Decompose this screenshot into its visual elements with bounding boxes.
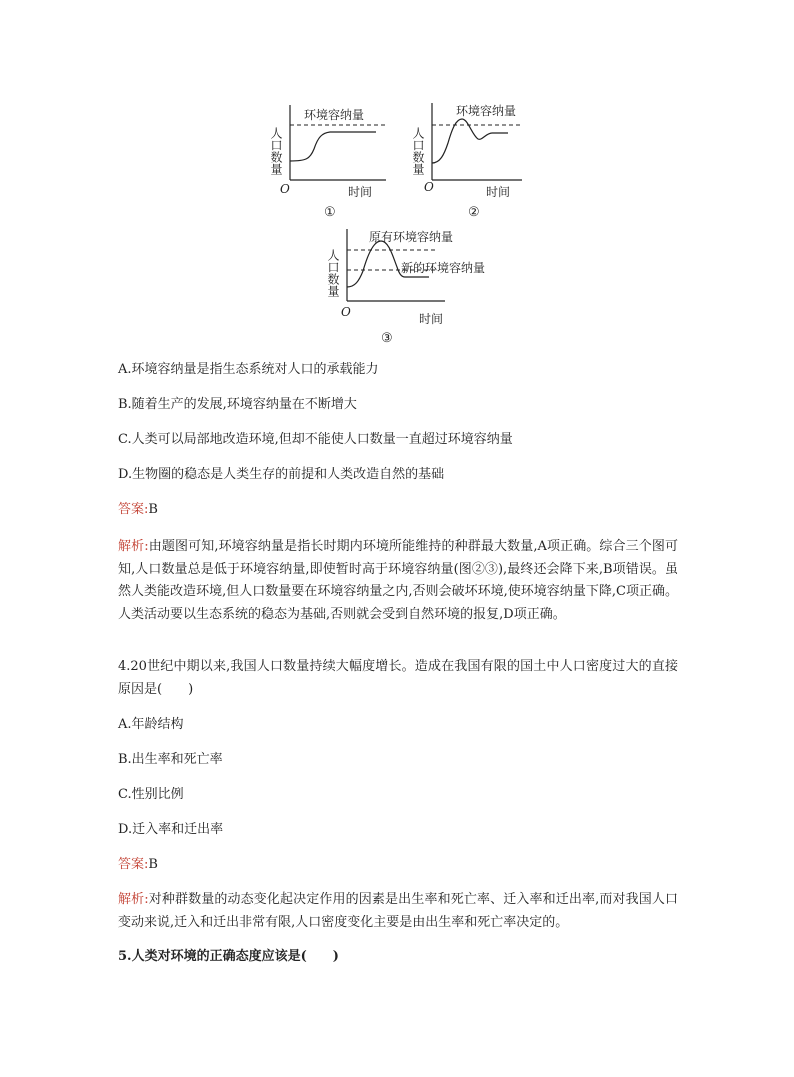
q4-answer bbox=[118, 854, 158, 876]
q4-option-b: B.出生率和死亡率 bbox=[118, 752, 223, 767]
answer-label: 答案: bbox=[118, 857, 149, 872]
analysis-label: 解析: bbox=[118, 892, 149, 907]
answer-value: B bbox=[148, 502, 158, 517]
analysis-text: 对种群数量的动态变化起决定作用的因素是出生率和死亡率、迁入率和迁出率,而对我国人口变动来说,迁入和迁出非常有限,人口密度变化主要是由出生率和死亡率决定的。 bbox=[118, 892, 678, 930]
y-axis-label: 人口数量 bbox=[269, 127, 283, 175]
figure-1 bbox=[268, 95, 388, 220]
y-axis-label: 人口数量 bbox=[411, 127, 425, 175]
q3-option-b: B.随着生产的发展,环境容纳量在不断增大 bbox=[118, 397, 357, 412]
figure-caption: ③ bbox=[381, 331, 393, 346]
capacity-label: 环境容纳量 bbox=[456, 104, 517, 118]
x-axis-label: 时间 bbox=[419, 312, 444, 326]
q4-option-a: A.年龄结构 bbox=[118, 717, 184, 732]
figure-2 bbox=[410, 95, 530, 220]
x-axis-label: 时间 bbox=[486, 185, 511, 199]
q3-analysis bbox=[118, 536, 678, 626]
q4-option-d: D.迁入率和迁出率 bbox=[118, 822, 224, 837]
analysis-text: 由题图可知,环境容纳量是指长时期内环境所能维持的种群最大数量,A项正确。综合三个图可知,人口数量总是低于环境容纳量,即使暂时高于环境容纳量(图②③),最终还会降下来,B项错误。虽然人类能改造环境,但人口数量要在环境容纳量之内,否则会破坏环境,使环境容纳量下降,C项正确。人类活动要以生态系统的稳态为基础,否则就会受到自然环境的报复,D项正确。 bbox=[118, 539, 679, 622]
q4-option-c: C.性别比例 bbox=[118, 787, 184, 802]
answer-label: 答案: bbox=[118, 502, 149, 517]
figure-3 bbox=[325, 223, 510, 348]
capacity-label: 环境容纳量 bbox=[304, 108, 365, 122]
population-curve bbox=[432, 119, 508, 163]
figure-caption: ① bbox=[324, 205, 336, 220]
q3-answer bbox=[118, 499, 158, 521]
analysis-label: 解析: bbox=[118, 539, 149, 554]
x-axis-label: 时间 bbox=[348, 185, 373, 199]
q3-option-a: A.环境容纳量是指生态系统对人口的承载能力 bbox=[118, 362, 379, 377]
origin-label: O bbox=[341, 305, 351, 319]
origin-label: O bbox=[280, 182, 290, 196]
new-capacity-label: 新的环境容纳量 bbox=[401, 261, 486, 275]
population-curve bbox=[290, 132, 376, 161]
q4-analysis bbox=[118, 889, 678, 934]
old-capacity-label: 原有环境容纳量 bbox=[369, 230, 454, 244]
answer-value: B bbox=[148, 857, 158, 872]
q3-option-c: C.人类可以局部地改造环境,但却不能使人口数量一直超过环境容纳量 bbox=[118, 432, 513, 447]
q5-stem: 5.人类对环境的正确态度应该是( ) bbox=[118, 949, 339, 964]
q4-stem: 4.20世纪中期以来,我国人口数量持续大幅度增长。造成在我国有限的国土中人口密度过大的直接原因是( ) bbox=[118, 659, 678, 697]
figure-caption: ② bbox=[468, 205, 480, 220]
q3-option-d: D.生物圈的稳态是人类生存的前提和人类改造自然的基础 bbox=[118, 467, 445, 482]
y-axis-label: 人口数量 bbox=[326, 249, 340, 297]
origin-label: O bbox=[424, 180, 434, 194]
